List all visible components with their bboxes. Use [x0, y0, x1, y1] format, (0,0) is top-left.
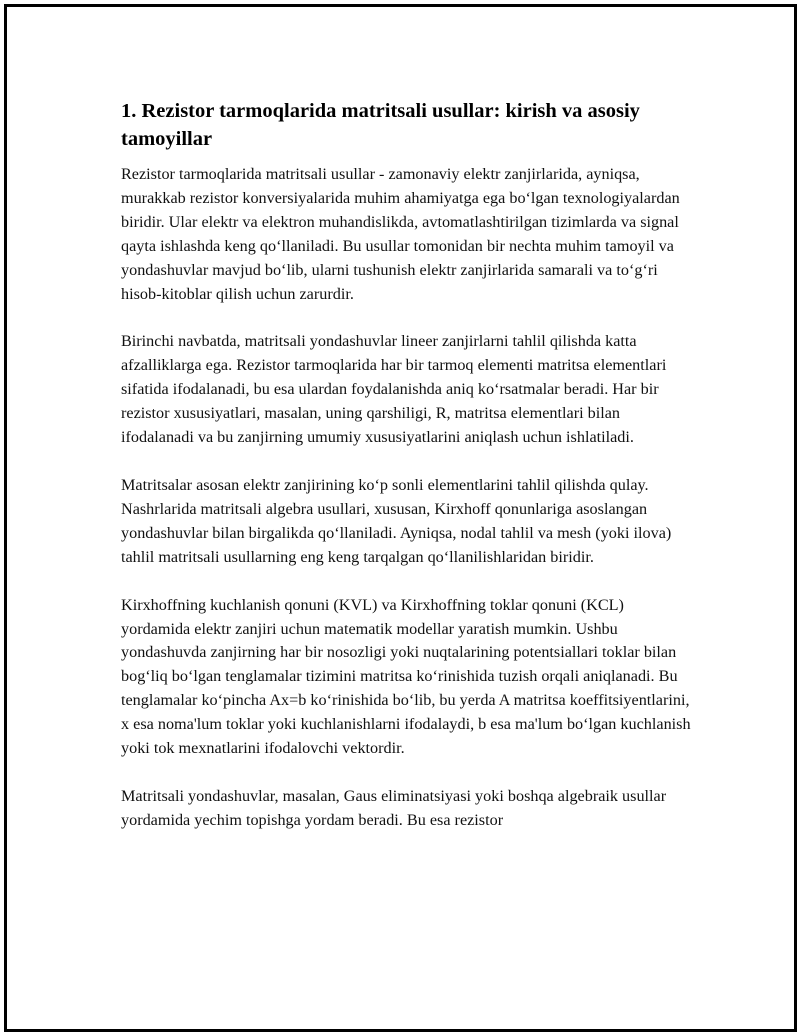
paragraph-3: Matritsalar asosan elektr zanjirining ko‘p sonli elementlarini tahlil qilishda qulay. Nashrlarida matritsali algebra usullari, xususan, Kirxhoff qonunlariga asoslangan yondashuvlar bilan birgalikda qo‘llaniladi. Ayniqsa, nodal tahlil va mesh (yoki ilova) tahlil matritsali usullarning eng keng tarqalgan qo‘llanilishlaridan biridir. — [121, 475, 672, 566]
section-heading: 1. Rezistor tarmoqlarida matritsali usullar: kirish va asosiy tamoyillar — [121, 100, 640, 150]
paragraph-5: Matritsali yondashuvlar, masalan, Gaus eliminatsiyasi yoki boshqa algebraik usullar yordamida yechim topishga yordam beradi. Bu esa rezistor — [121, 786, 667, 829]
document-page — [4, 4, 797, 1032]
paragraph-4: Kirxhoffning kuchlanish qonuni (KVL) va Kirxhoffning toklar qonuni (KCL) yordamida elektr zanjiri uchun matematik modellar yaratish mumkin. Ushbu yondashuvda zanjirning har bir nosozligi yoki nuqtalarining potentsiallari toklar bilan bog‘liq bo‘lgan tenglamalar tizimini matritsa ko‘rinishida tuzish orqali aniqlanadi. Bu tenglamalar ko‘pincha Ax=b ko‘rinishida bo‘lib, bu yerda A matritsa koeffitsiyentlarini, x esa noma'lum toklar yoki kuchlanishlarni ifodalaydi, b esa ma'lum bo‘lgan kuchlanish yoki tok mexnatlarini ifodalovchi vektordir. — [121, 595, 691, 758]
document-body — [121, 97, 693, 857]
paragraph-1: Rezistor tarmoqlarida matritsali usullar - zamonaviy elektr zanjirlarida, ayniqsa, murakkab rezistor konversiyalarida muhim ahamiyatga ega bo‘lgan texnologiyalardan biridir. Ular elektr va elektron muhandislikda, avtomatlashtirilgan tizimlarda va signal qayta ishlashda keng qo‘llaniladi. Bu usullar tomonidan bir nechta muhim tamoyil va yondashuvlar mavjud bo‘lib, ularni tushunish elektr zanjirlarida samarali va to‘g‘ri hisob-kitoblar qilish uchun zarurdir. — [121, 165, 680, 303]
paragraph-2: Birinchi navbatda, matritsali yondashuvlar lineer zanjirlarni tahlil qilishda katta afzalliklarga ega. Rezistor tarmoqlarida har bir tarmoq elementi matritsa elementlari sifatida ifodalanadi, bu esa ulardan foydalanishda aniq ko‘rsatmalar beradi. Har bir rezistor xususiyatlari, masalan, uning qarshiligi, R, matritsa elementlari bilan ifodalanadi va bu zanjirning umumiy xususiyatlarini aniqlash uchun ishlatiladi. — [121, 332, 667, 447]
